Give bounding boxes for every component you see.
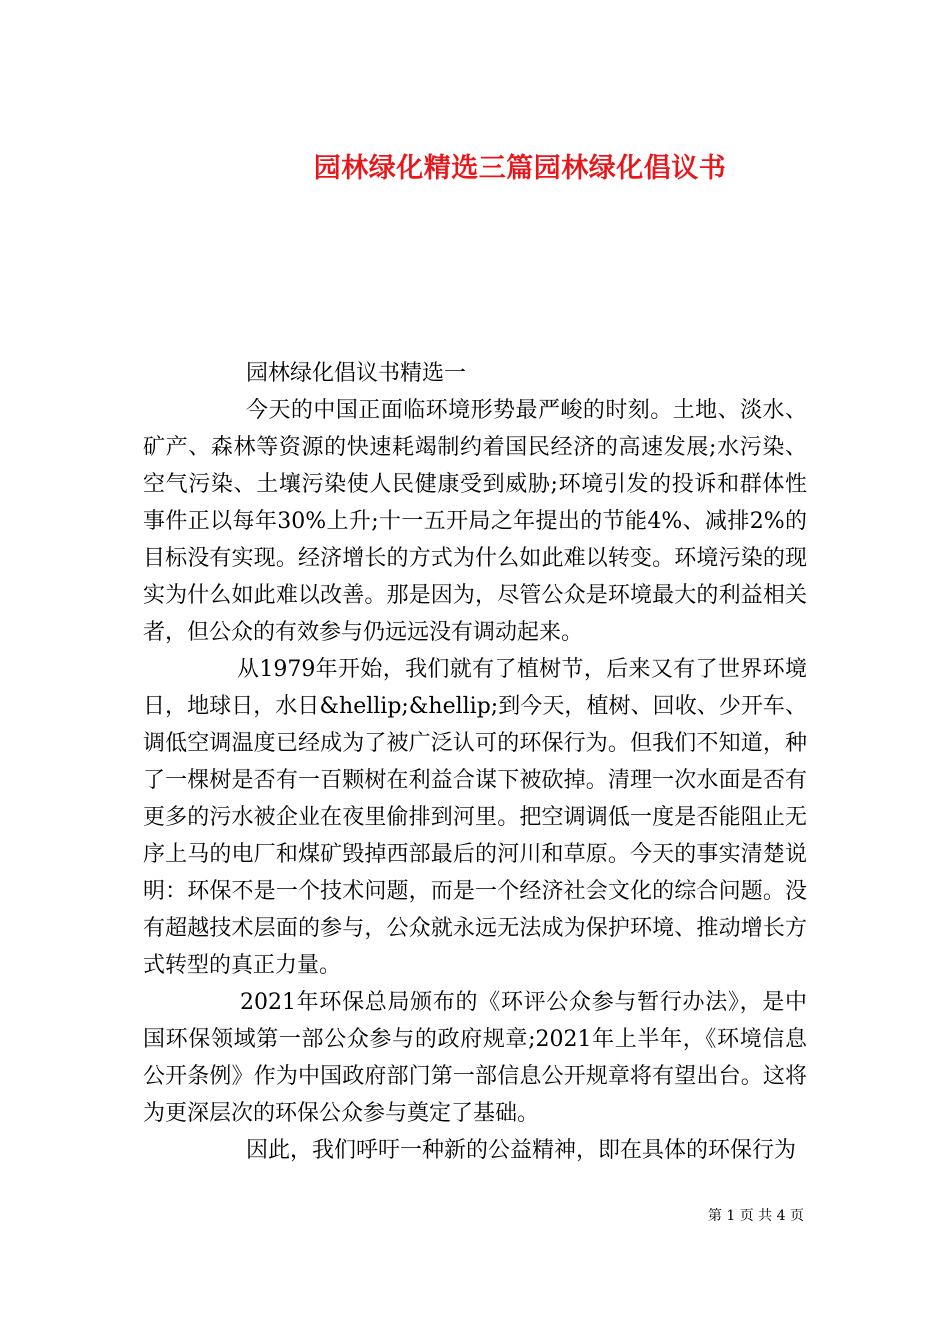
body-paragraph-2: 从1979年开始，我们就有了植树节，后来又有了世界环境日，地球日，水日&hellip;&hellip;到今天，植树、回收、少开车、调低空调温度已经成为了被广泛认可的环保行为。但我们不知道，种了一棵树是否有一百颗树在利益合谋下被砍掉。清理一次水面是否有更多的污水被企业在夜里偷排到河里。把空调调低一度是否能阻止无序上马的电厂和煤矿毁掉西部最后的河川和草原。今天的事实清楚说明：环保不是一个技术问题，而是一个经济社会文化的综合问题。没有超越技术层面的参与，公众就永远无法成为保护环境、推动增长方式转型的真正力量。 [143,657,807,978]
section-heading: 园林绿化倡议书精选一 [246,361,467,386]
page-number-footer: 第 1 页 共 4 页 [707,1208,804,1224]
body-paragraph-3: 2021年环保总局颁布的《环评公众参与暂行办法》，是中国环保领域第一部公众参与的政府规章;2021年上半年，《环境信息公开条例》作为中国政府部门第一部信息公开规章将有望出台。这将为更深层次的环保公众参与奠定了基础。 [143,990,807,1126]
body-paragraph-4: 因此，我们呼吁一种新的公益精神，即在具体的环保行为 [246,1138,797,1163]
document-body [143,355,807,1169]
document-title: 园林绿化精选三篇园林绿化倡议书 [313,153,727,185]
body-paragraph-1: 今天的中国正面临环境形势最严峻的时刻。土地、淡水、矿产、森林等资源的快速耗竭制约着国民经济的高速发展;水污染、空气污染、土壤污染使人民健康受到威胁;环境引发的投诉和群体性事件正以每年30%上升;十一五开局之年提出的节能4%、减排2%的目标没有实现。经济增长的方式为什么如此难以转变。环境污染的现实为什么如此难以改善。那是因为，尽管公众是环境最大的利益相关者，但公众的有效参与仍远远没有调动起来。 [143,398,807,645]
